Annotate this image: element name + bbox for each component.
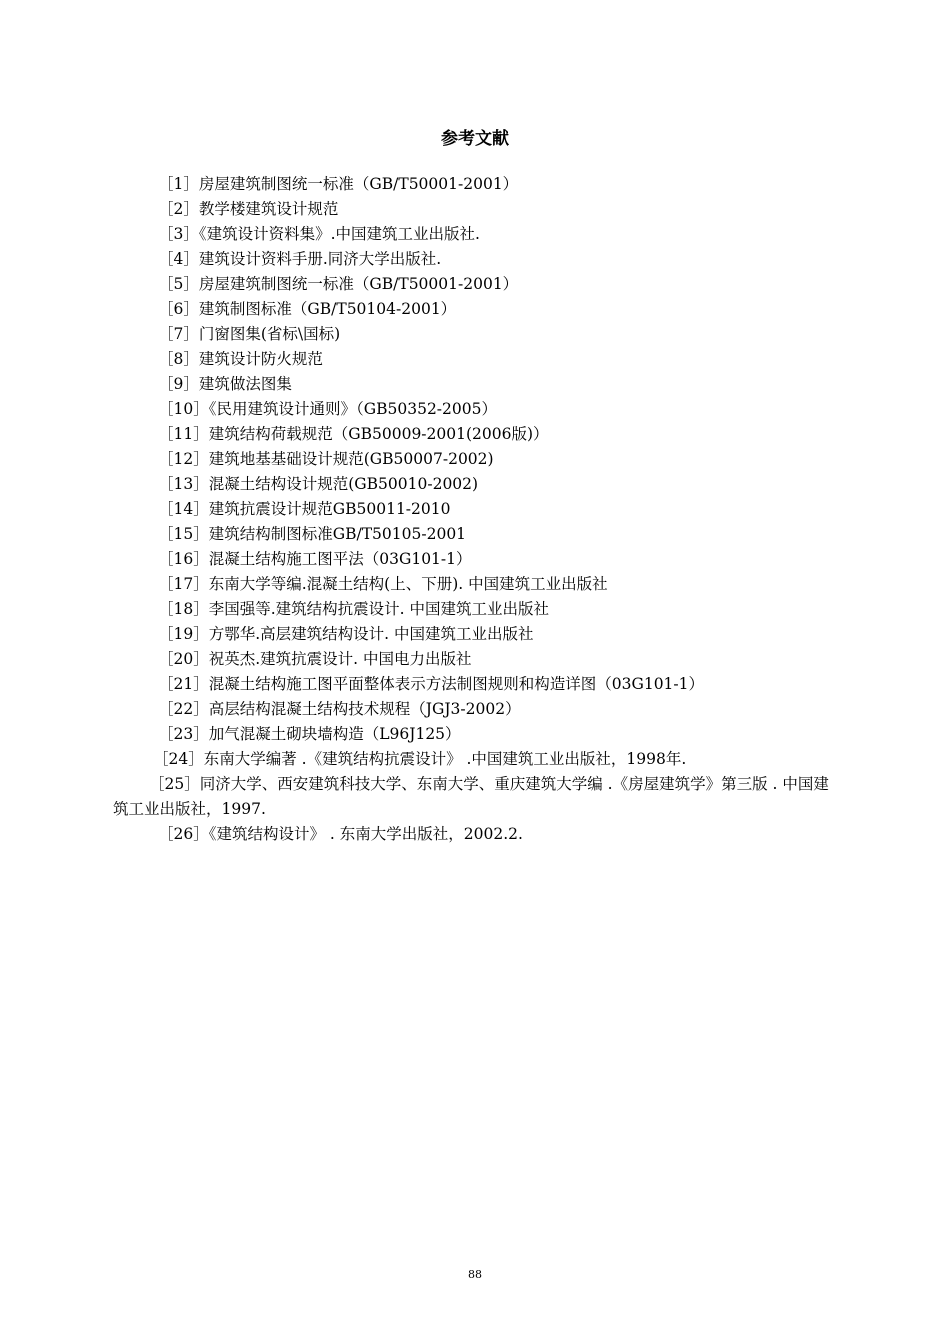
reference-item-19: ［19］方鄂华.高层建筑结构设计. 中国建筑工业出版社 — [158, 625, 534, 643]
page-number: 88 — [468, 1268, 482, 1281]
page-title: 参考文献 — [441, 129, 509, 149]
reference-item-11: ［11］建筑结构荷载规范（GB50009-2001(2006版)） — [158, 425, 549, 443]
reference-item-24: ［24］东南大学编著 .《建筑结构抗震设计》 .中国建筑工业出版社，1998年. — [153, 750, 687, 768]
reference-item-14: ［14］建筑抗震设计规范GB50011-2010 — [158, 500, 451, 518]
reference-item-23: ［23］加气混凝土砌块墙构造（L96J125） — [158, 725, 461, 743]
reference-item-9: ［9］建筑做法图集 — [158, 375, 292, 393]
reference-item-4: ［4］建筑设计资料手册.同济大学出版社. — [158, 250, 442, 268]
reference-list — [113, 172, 843, 847]
reference-item-25: ［25］同济大学、西安建筑科技大学、东南大学、重庆建筑大学编 .《房屋建筑学》第三版 . 中国建筑工业出版社，1997. — [113, 775, 829, 818]
reference-item-16: ［16］混凝土结构施工图平法（03G101-1） — [158, 550, 472, 568]
reference-item-2: ［2］教学楼建筑设计规范 — [158, 200, 339, 218]
reference-item-3: ［3］《建筑设计资料集》.中国建筑工业出版社. — [158, 225, 480, 243]
reference-item-12: ［12］建筑地基基础设计规范(GB50007-2002) — [158, 450, 494, 468]
reference-item-10: ［10］《民用建筑设计通则》（GB50352-2005） — [158, 400, 497, 418]
reference-item-21: ［21］混凝土结构施工图平面整体表示方法制图规则和构造详图（03G101-1） — [158, 675, 705, 693]
reference-item-7: ［7］门窗图集(省标\国标) — [158, 325, 341, 343]
reference-item-13: ［13］混凝土结构设计规范(GB50010-2002) — [158, 475, 479, 493]
reference-item-8: ［8］建筑设计防火规范 — [158, 350, 323, 368]
reference-item-17: ［17］东南大学等编.混凝土结构(上、下册). 中国建筑工业出版社 — [158, 575, 608, 593]
reference-item-26: ［26］《建筑结构设计》 . 东南大学出版社，2002.2. — [158, 825, 523, 843]
reference-item-22: ［22］高层结构混凝土结构技术规程（JGJ3-2002） — [158, 700, 521, 718]
reference-item-15: ［15］建筑结构制图标准GB/T50105-2001 — [158, 525, 467, 543]
reference-item-18: ［18］李国强等.建筑结构抗震设计. 中国建筑工业出版社 — [158, 600, 550, 618]
reference-item-20: ［20］祝英杰.建筑抗震设计. 中国电力出版社 — [158, 650, 472, 668]
reference-item-5: ［5］房屋建筑制图统一标准（GB/T50001-2001） — [158, 275, 519, 293]
reference-item-1: ［1］房屋建筑制图统一标准（GB/T50001-2001） — [158, 175, 519, 193]
reference-item-6: ［6］建筑制图标准（GB/T50104-2001） — [158, 300, 457, 318]
